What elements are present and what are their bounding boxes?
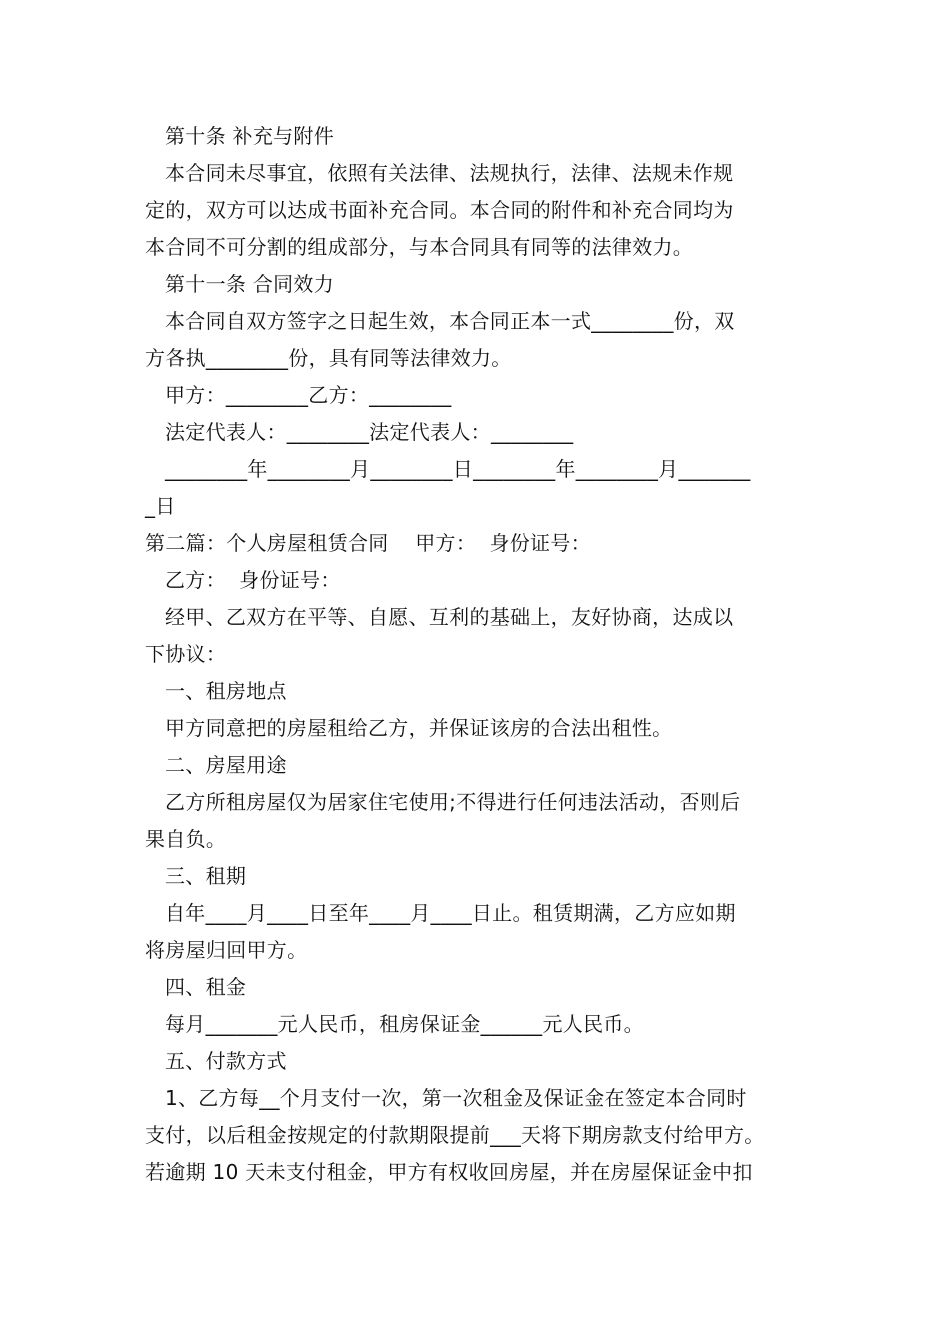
- paragraph-line: 1、乙方每__个月支付一次，第一次租金及保证金在签定本合同时: [145, 1086, 747, 1110]
- paragraph-line: 本合同不可分割的组成部分，与本合同具有同等的法律效力。: [145, 235, 694, 259]
- paragraph-line: 本合同未尽事宜，依照有关法律、法规执行，法律、法规未作规: [145, 161, 734, 185]
- paragraph-line: 下协议：: [145, 642, 227, 666]
- section-heading: 五、付款方式: [145, 1049, 287, 1073]
- paragraph-line: 甲方同意把的房屋租给乙方，并保证该房的合法出租性。: [145, 716, 673, 740]
- section-heading: 二、房屋用途: [145, 753, 287, 777]
- paragraph-line: 支付，以后租金按规定的付款期限提前___天将下期房款支付给甲方。: [145, 1123, 765, 1147]
- paragraph-line: 若逾期 10 天未支付租金，甲方有权收回房屋，并在房屋保证金中扣: [145, 1160, 753, 1184]
- paragraph-line: 将房屋归回甲方。: [145, 938, 308, 962]
- section-heading: 四、租金: [145, 975, 247, 999]
- section-heading: 三、租期: [145, 864, 247, 888]
- paragraph-line: 每月_______元人民币，租房保证金______元人民币。: [145, 1012, 644, 1036]
- signature-line: 法定代表人：________法定代表人：________: [145, 420, 574, 444]
- paragraph-line: 自年____月____日至年____月____日止。租赁期满，乙方应如期: [145, 901, 736, 925]
- paragraph-line: 果自负。: [145, 827, 227, 851]
- paragraph-line: 方各执________份，具有同等法律效力。: [145, 346, 512, 370]
- section-title: 第二篇：个人房屋租赁合同 甲方： 身份证号：: [145, 531, 591, 555]
- paragraph-line: 乙方： 身份证号：: [145, 568, 341, 592]
- section-heading: 第十条 补充与附件: [145, 124, 335, 148]
- paragraph-line: 定的，双方可以达成书面补充合同。本合同的附件和补充合同均为: [145, 198, 734, 222]
- paragraph-line: 乙方所租房屋仅为居家住宅使用;不得进行任何违法活动，否则后: [145, 790, 741, 814]
- date-line: ________年________月________日________年________月_______: [145, 457, 751, 481]
- signature-line: 甲方：________乙方：________: [145, 383, 452, 407]
- paragraph-line: 经甲、乙双方在平等、自愿、互利的基础上，友好协商，达成以: [145, 605, 734, 629]
- date-line: _日: [145, 494, 176, 518]
- section-heading: 一、租房地点: [145, 679, 287, 703]
- paragraph-line: 本合同自双方签字之日起生效，本合同正本一式________份，双: [145, 309, 735, 333]
- section-heading: 第十一条 合同效力: [145, 272, 335, 296]
